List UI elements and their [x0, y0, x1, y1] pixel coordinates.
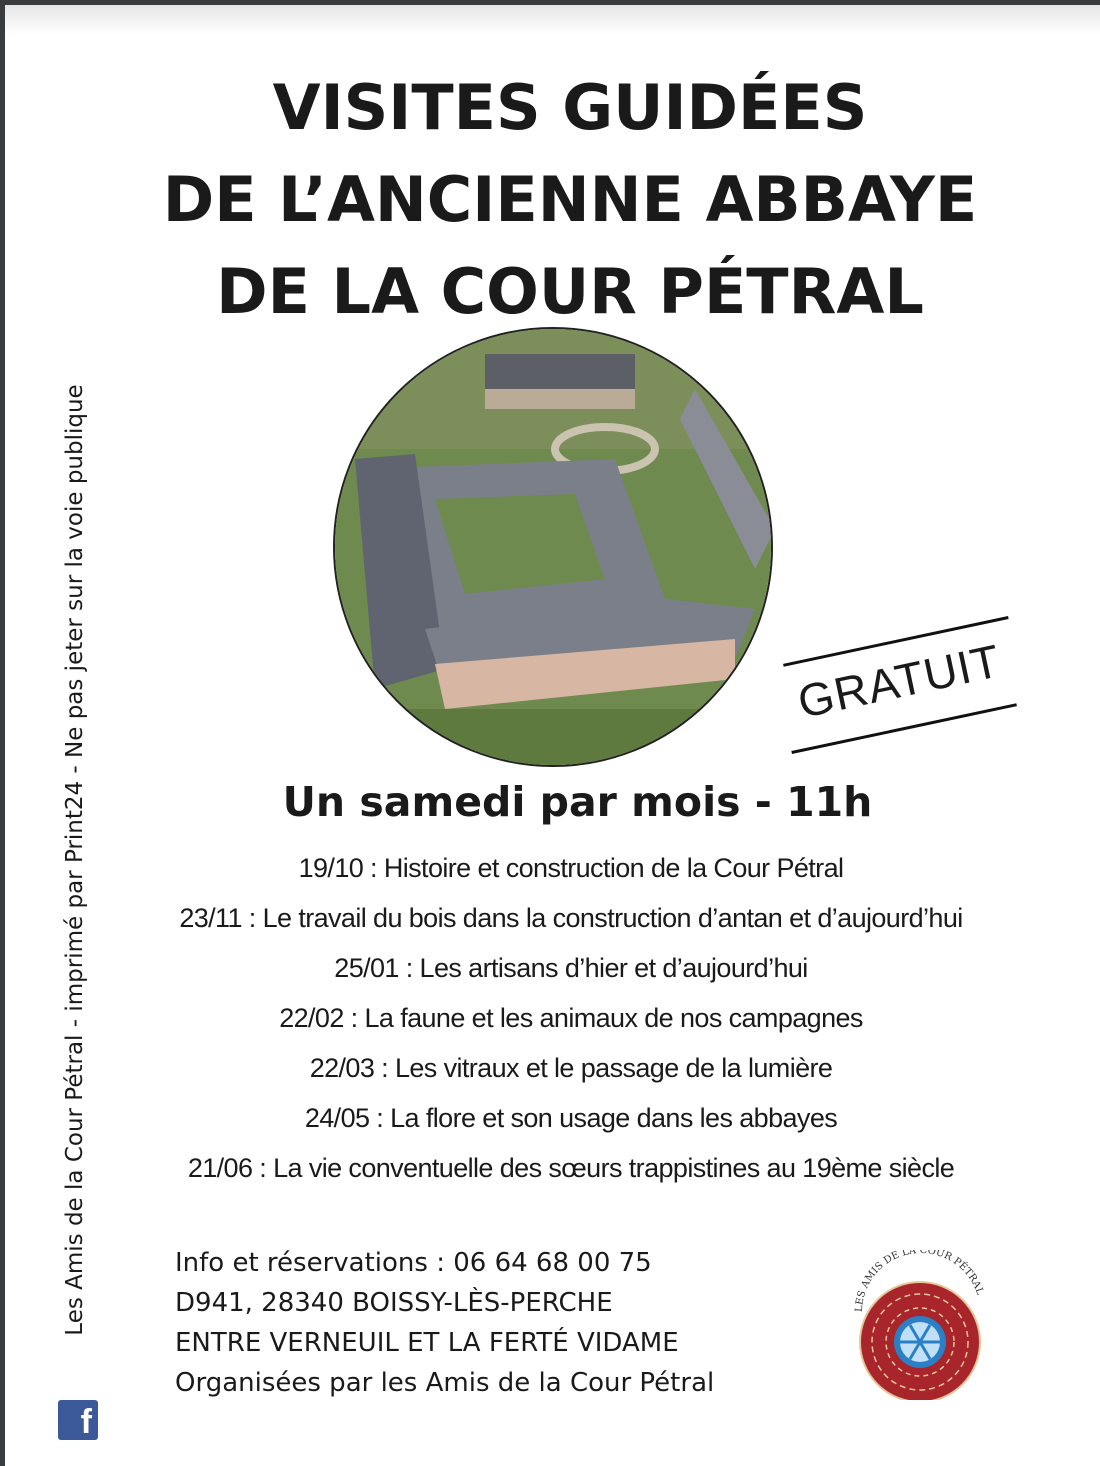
info-phone: Info et réservations : 06 64 68 00 75: [175, 1248, 652, 1278]
flyer-title: [60, 62, 1080, 338]
event-item: 23/11 : Le travail du bois dans la construction d’antan et d’aujourd’hui: [179, 903, 963, 933]
event-list: [60, 848, 1082, 1198]
event-item: 19/10 : Histoire et construction de la Cour Pétral: [298, 853, 844, 883]
contact-info: [175, 1243, 714, 1403]
free-badge-label: GRATUIT: [793, 634, 1006, 728]
association-logo: [840, 1250, 1000, 1400]
event-item: 24/05 : La flore et son usage dans les abbayes: [304, 1103, 838, 1133]
info-location: ENTRE VERNEUIL ET LA FERTÉ VIDAME: [175, 1328, 679, 1358]
event-item: 21/06 : La vie conventuelle des sœurs trappistines au 19ème siècle: [187, 1153, 955, 1183]
free-badge: [773, 616, 1026, 754]
side-print-notice: Les Amis de la Cour Pétral - imprimé par Print24 - Ne pas jeter sur la voie publique: [62, 384, 88, 1336]
window-frame-left: [0, 0, 5, 1466]
info-organizer: Organisées par les Amis de la Cour Pétral: [175, 1368, 715, 1398]
facebook-icon: f: [58, 1400, 98, 1440]
title-line-2: DE L’ANCIENNE ABBAYE: [162, 163, 978, 236]
event-item: 22/03 : Les vitraux et le passage de la lumière: [309, 1053, 833, 1083]
title-line-3: DE LA COUR PÉTRAL: [216, 255, 924, 328]
event-item: 22/02 : La faune et les animaux de nos campagnes: [279, 1003, 863, 1033]
svg-text:LES AMIS DE LA COUR PÉTRAL: LES AMIS DE LA COUR PÉTRAL: [853, 1250, 986, 1313]
info-address: D941, 28340 BOISSY-LÈS-PERCHE: [175, 1288, 613, 1318]
page-shade: [5, 5, 1100, 35]
schedule-subtitle: Un samedi par mois - 11h: [282, 778, 873, 826]
abbey-aerial-photo: [333, 327, 773, 767]
event-item: 25/01 : Les artisans d’hier et d’aujourd’hui: [334, 953, 808, 983]
title-line-1: VISITES GUIDÉES: [272, 71, 868, 144]
